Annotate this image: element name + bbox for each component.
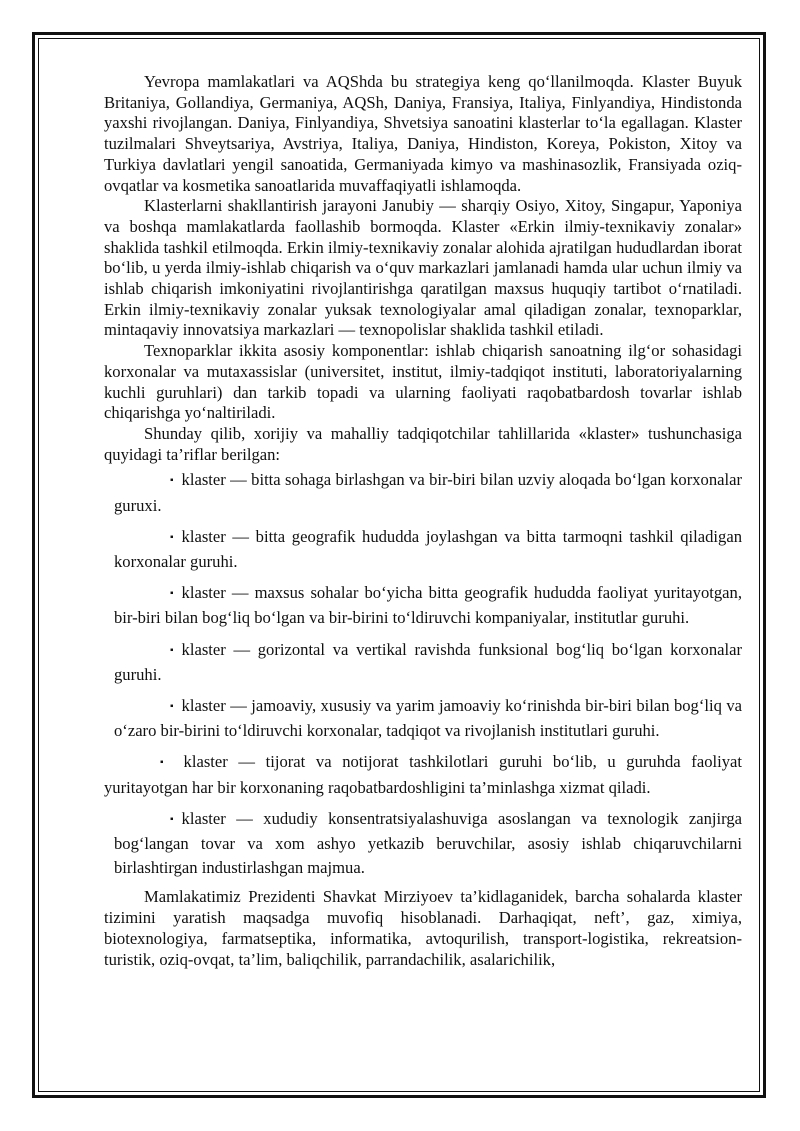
- paragraph-technoparks: Texnoparklar ikkita asosiy komponentlar: ishlab chiqarish sanoatning ilg‘or sohasidagi korxonalar va mutaxassislar (universitet, institut, ilmiy-tadqiqot instituti, laboratoriyalarning kuchli guruhlari) dan tarkib topadi va ularning faoliyati raqobatbardosh tovarlar ishlab chiqarishga yo‘naltiriladi.: [104, 341, 742, 423]
- definition-list-item: [104, 807, 742, 881]
- definition-text: klaster — bitta geografik hududda joylashgan va bitta tarmoqni tashkil qiladigan korxonalar guruhi.: [114, 526, 742, 571]
- bullet-square-icon: ▪: [170, 644, 174, 656]
- definition-text: klaster — xududiy konsentratsiyalashuviga asoslangan va texnologik zanjirga bog‘langan tovar va xom ashyo yetkazib beruvchilar, asosiy ishlab chiqaruvchilarni birlashtirgan industirlashgan majmua.: [114, 808, 742, 878]
- bullet-square-icon: ▪: [170, 475, 174, 487]
- definition-text: klaster — bitta sohaga birlashgan va bir-biri bilan uzviy aloqada bo‘lgan korxonalar guruxi.: [114, 470, 742, 515]
- bullet-square-icon: ▪: [160, 757, 164, 769]
- definition-list-item: [104, 468, 742, 517]
- definition-list-item: [104, 694, 742, 743]
- bullet-square-icon: ▪: [170, 700, 174, 712]
- definition-list-item: [104, 750, 742, 799]
- definition-list-item: [104, 638, 742, 687]
- bullet-square-icon: ▪: [170, 813, 174, 825]
- definition-list-item: [104, 525, 742, 574]
- bullet-square-icon: ▪: [170, 588, 174, 600]
- paragraph-president-quote: Mamlakatimiz Prezidenti Shavkat Mirziyoev ta’kidlaganidek, barcha sohalarda klaster tizimini yaratish maqsadga muvofiq hisoblanadi. Darhaqiqat, neft’, gaz, ximiya, biotexnologiya, farmatseptika, informatika, avtoqurilish, transport-logistika, rekreatsion-turistik, oziq-ovqat, ta’lim, baliqchilik, parrandachilik, asalarichilik,: [104, 887, 742, 969]
- definition-text: klaster — jamoaviy, xususiy va yarim jamoaviy ko‘rinishda bir-biri bilan bog‘liq va o‘zaro bir-birini to‘ldiruvchi korxonalar, tadqiqot va rivojlanish institutlari guruhi.: [114, 695, 742, 741]
- definition-text: klaster — tijorat va notijorat tashkilotlari guruhi bo‘lib, u guruhda faoliyat yuritayotgan har bir korxonaning raqobatbardoshligini ta’minlashga xizmat qiladi.: [104, 752, 742, 797]
- definition-text: klaster — gorizontal va vertikal ravishda funksional bog‘liq bo‘lgan korxonalar guruhi.: [114, 639, 742, 684]
- definition-text: klaster — maxsus sohalar bo‘yicha bitta geografik hududda faoliyat yuritayotgan, bir-biri bilan bog‘liq bo‘lgan va bir-birini to‘ldiruvchi kompaniyalar, institutlar guruhi.: [114, 583, 742, 628]
- paragraph-europe-usa: Yevropa mamlakatlari va AQShda bu strategiya keng qo‘llanilmoqda. Klaster Buyuk Britaniya, Gollandiya, Germaniya, AQSh, Daniya, Fransiya, Italiya, Finlyandiya, Hindistonda yaxshi rivojlangan. Daniya, Finlyandiya, Shvetsiya sanoatini klasterlar to‘la egallagan. Klaster tuzilmalari Shveytsariya, Avstriya, Italiya, Daniya, Hindiston, Koreya, Pokiston, Xitoy va Turkiya davlatlari yengil sanoatida, Germaniyada kimyo va mashinasozlik, Fransiyada oziq-ovqatlar va kosmetika sanoatlarida muvaffaqiyatli ishlamoqda.: [104, 72, 742, 195]
- paragraph-definitions-intro: Shunday qilib, xorijiy va mahalliy tadqiqotchilar tahlillarida «klaster» tushunchasiga quyidagi ta’riflar berilgan:: [104, 423, 742, 464]
- definition-list-item: [104, 581, 742, 630]
- document-body: [104, 72, 742, 970]
- paragraph-asia-clusters: Klasterlarni shakllantirish jarayoni Janubiy — sharqiy Osiyo, Xitoy, Singapur, Yaponiya va boshqa mamlakatlarda faollashib bormoqda. Klaster «Erkin ilmiy-texnikaviy zonalar» shaklida tashkil etilmoqda. Erkin ilmiy-texnikaviy zonalar alohida ajratilgan hududlardan iborat bo‘lib, u yerda ilmiy-ishlab chiqarish va o‘quv markazlari jamlanadi hamda ular uchun ilmiy va ishlab chiqarish imkoniyatini rivojlantirishga qaratilgan maxsus huquqiy tartibot o‘rnatiladi. Erkin ilmiy-texnikaviy zonalar yuksak texnologiyalar amal qiladigan zonalar, texnoparklar, mintaqaviy innovatsiya markazlari — texnopolislar shaklida tashkil etiladi.: [104, 196, 742, 340]
- bullet-square-icon: ▪: [170, 531, 174, 543]
